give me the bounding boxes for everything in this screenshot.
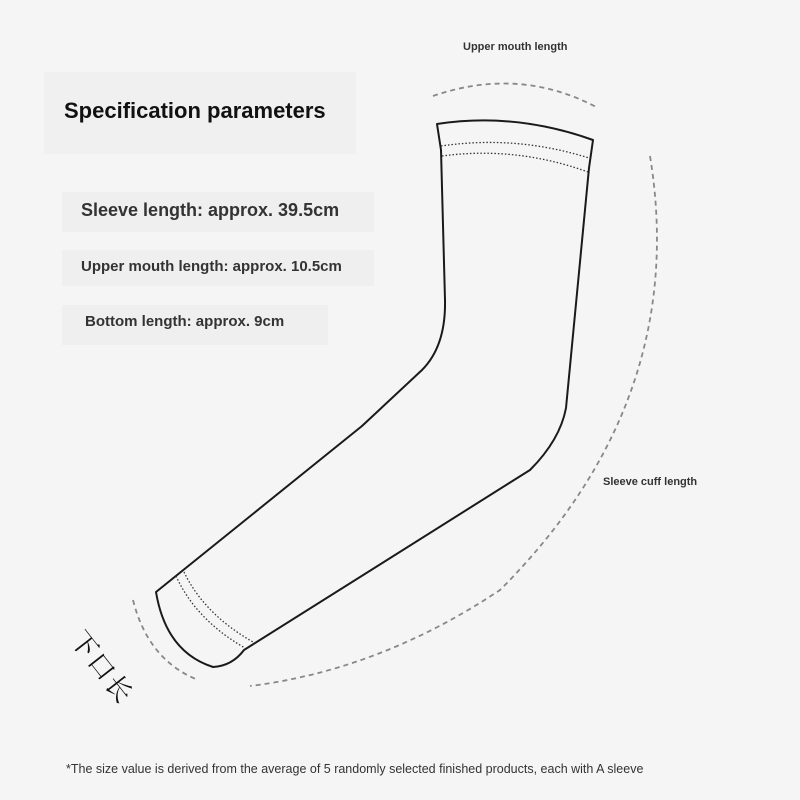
spec-upper-mouth-length: Upper mouth length: approx. 10.5cm [81, 258, 342, 275]
upper-mouth-label: Upper mouth length [463, 41, 568, 53]
sleeve-cuff-label: Sleeve cuff length [603, 476, 698, 488]
spec-bottom-length: Bottom length: approx. 9cm [85, 313, 285, 330]
upper-mouth-guide [433, 84, 598, 109]
sleeve-outline [156, 120, 593, 667]
footnote: *The size value is derived from the average of 5 randomly selected finished products, each with A sleeve [66, 762, 644, 776]
bottom-length-label: 下口长 [63, 625, 139, 711]
page-title: Specification parameters [64, 98, 326, 123]
spec-sleeve-length: Sleeve length: approx. 39.5cm [81, 200, 340, 220]
